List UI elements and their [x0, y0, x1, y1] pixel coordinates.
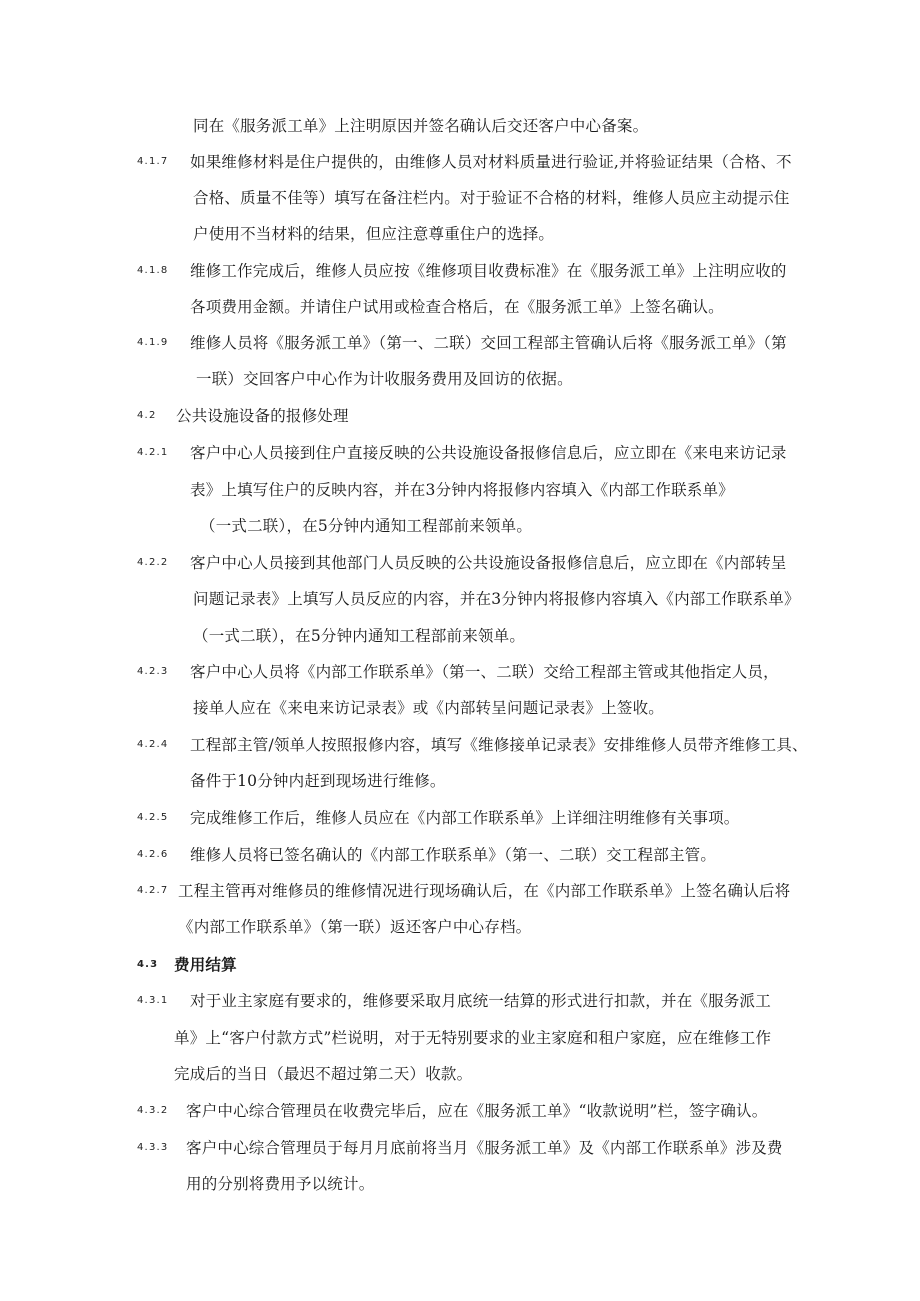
clause-number-4-2-1: 4.2.1 [137, 447, 169, 458]
clause-text: 问题记录表》上填写人员反应的内容，并在3分钟内将报修内容填入《内部工作联系单》 [193, 590, 800, 608]
clause-number-4-2-2: 4.2.2 [137, 557, 169, 568]
clause-text: 客户中心人员将《内部工作联系单》（第一、二联）交给工程部主管或其他指定人员， [190, 663, 779, 681]
clause-text: 维修工作完成后，维修人员应按《维修项目收费标准》在《服务派工单》上注明应收的 [190, 262, 787, 280]
section-heading: 费用结算 [174, 955, 237, 974]
clause-text: 对于业主家庭有要求的，维修要采取月底统一结算的形式进行扣款，并在《服务派工 [190, 992, 771, 1010]
clause-text: 维修人员将《服务派工单》（第一、二联）交回工程部主管确认后将《服务派工单》（第 [190, 334, 787, 352]
clause-number-4-2-3: 4.2.3 [137, 666, 169, 677]
clause-text: 客户中心人员接到住户直接反映的公共设施设备报修信息后，应立即在《来电来访记录 [190, 444, 787, 462]
clause-text: 户使用不当材料的结果，但应注意尊重住户的选择。 [193, 225, 555, 243]
clause-text: （一式二联），在5分钟内通知工程部前来领单。 [200, 517, 533, 535]
clause-number-4-3-2: 4.3.2 [137, 1105, 169, 1116]
section-number-4-2: 4.2 [137, 410, 157, 421]
clause-text: 完成后的当日（最迟不超过第二天）收款。 [174, 1065, 473, 1083]
clause-number-4-2-5: 4.2.5 [137, 812, 169, 823]
clause-text: （一式二联），在5分钟内通知工程部前来领单。 [193, 627, 526, 645]
clause-number-4-2-7: 4.2.7 [137, 885, 169, 896]
clause-number-4-2-4: 4.2.4 [137, 739, 169, 750]
clause-text: 客户中心人员接到其他部门人员反映的公共设施设备报修信息后，应立即在《内部转呈 [190, 554, 787, 572]
clause-number-4-3-1: 4.3.1 [137, 995, 169, 1006]
clause-number-4-2-6: 4.2.6 [137, 849, 169, 860]
clause-text: 维修人员将已签名确认的《内部工作联系单》（第一、二联）交工程部主管。 [190, 846, 717, 864]
clause-text: 一联）交回客户中心作为计收服务费用及回访的依据。 [196, 370, 573, 388]
clause-text: 客户中心综合管理员于每月月底前将当月《服务派工单》及《内部工作联系单》涉及费 [186, 1139, 783, 1157]
clause-number-4-3-3: 4.3.3 [137, 1142, 169, 1153]
clause-text: 表》上填写住户的反映内容，并在3分钟内将报修内容填入《内部工作联系单》 [190, 481, 734, 499]
clause-number-4-1-8: 4.1.8 [137, 265, 169, 276]
clause-text: 用的分别将费用予以统计。 [186, 1175, 375, 1193]
section-heading: 公共设施设备的报修处理 [176, 407, 349, 425]
clause-text: 完成维修工作后，维修人员应在《内部工作联系单》上详细注明维修有关事项。 [190, 809, 740, 827]
clause-text: 合格、质量不佳等）填写在备注栏内。对于验证不合格的材料，维修人员应主动提示住 [193, 189, 790, 207]
continuation-line: 同在《服务派工单》上注明原因并签名确认后交还客户中心备案。 [193, 117, 649, 135]
clause-text: 工程部主管/领单人按照报修内容，填写《维修接单记录表》安排维修人员带齐维修工具、 [190, 736, 808, 754]
clause-text: 如果维修材料是住户提供的，由维修人员对材料质量进行验证,并将验证结果（合格、不 [190, 153, 792, 171]
section-number-4-3: 4.3 [137, 959, 159, 970]
clause-number-4-1-7: 4.1.7 [137, 156, 169, 167]
clause-text: 工程主管再对维修员的维修情况进行现场确认后，在《内部工作联系单》上签名确认后将 [178, 882, 791, 900]
clause-text: 备件于10分钟内赶到现场进行维修。 [190, 772, 446, 790]
clause-text: 各项费用金额。并请住户试用或检查合格后，在《服务派工单》上签名确认。 [190, 298, 724, 316]
clause-text: 客户中心综合管理员在收费完毕后，应在《服务派工单》“收款说明”栏，签字确认。 [186, 1102, 768, 1120]
clause-text: 《内部工作联系单》（第一联）返还客户中心存档。 [178, 918, 532, 936]
clause-number-4-1-9: 4.1.9 [137, 337, 169, 348]
clause-text: 单》上“客户付款方式”栏说明，对于无特别要求的业主家庭和租户家庭，应在维修工作 [174, 1029, 772, 1047]
clause-text: 接单人应在《来电来访记录表》或《内部转呈问题记录表》上签收。 [193, 699, 665, 717]
